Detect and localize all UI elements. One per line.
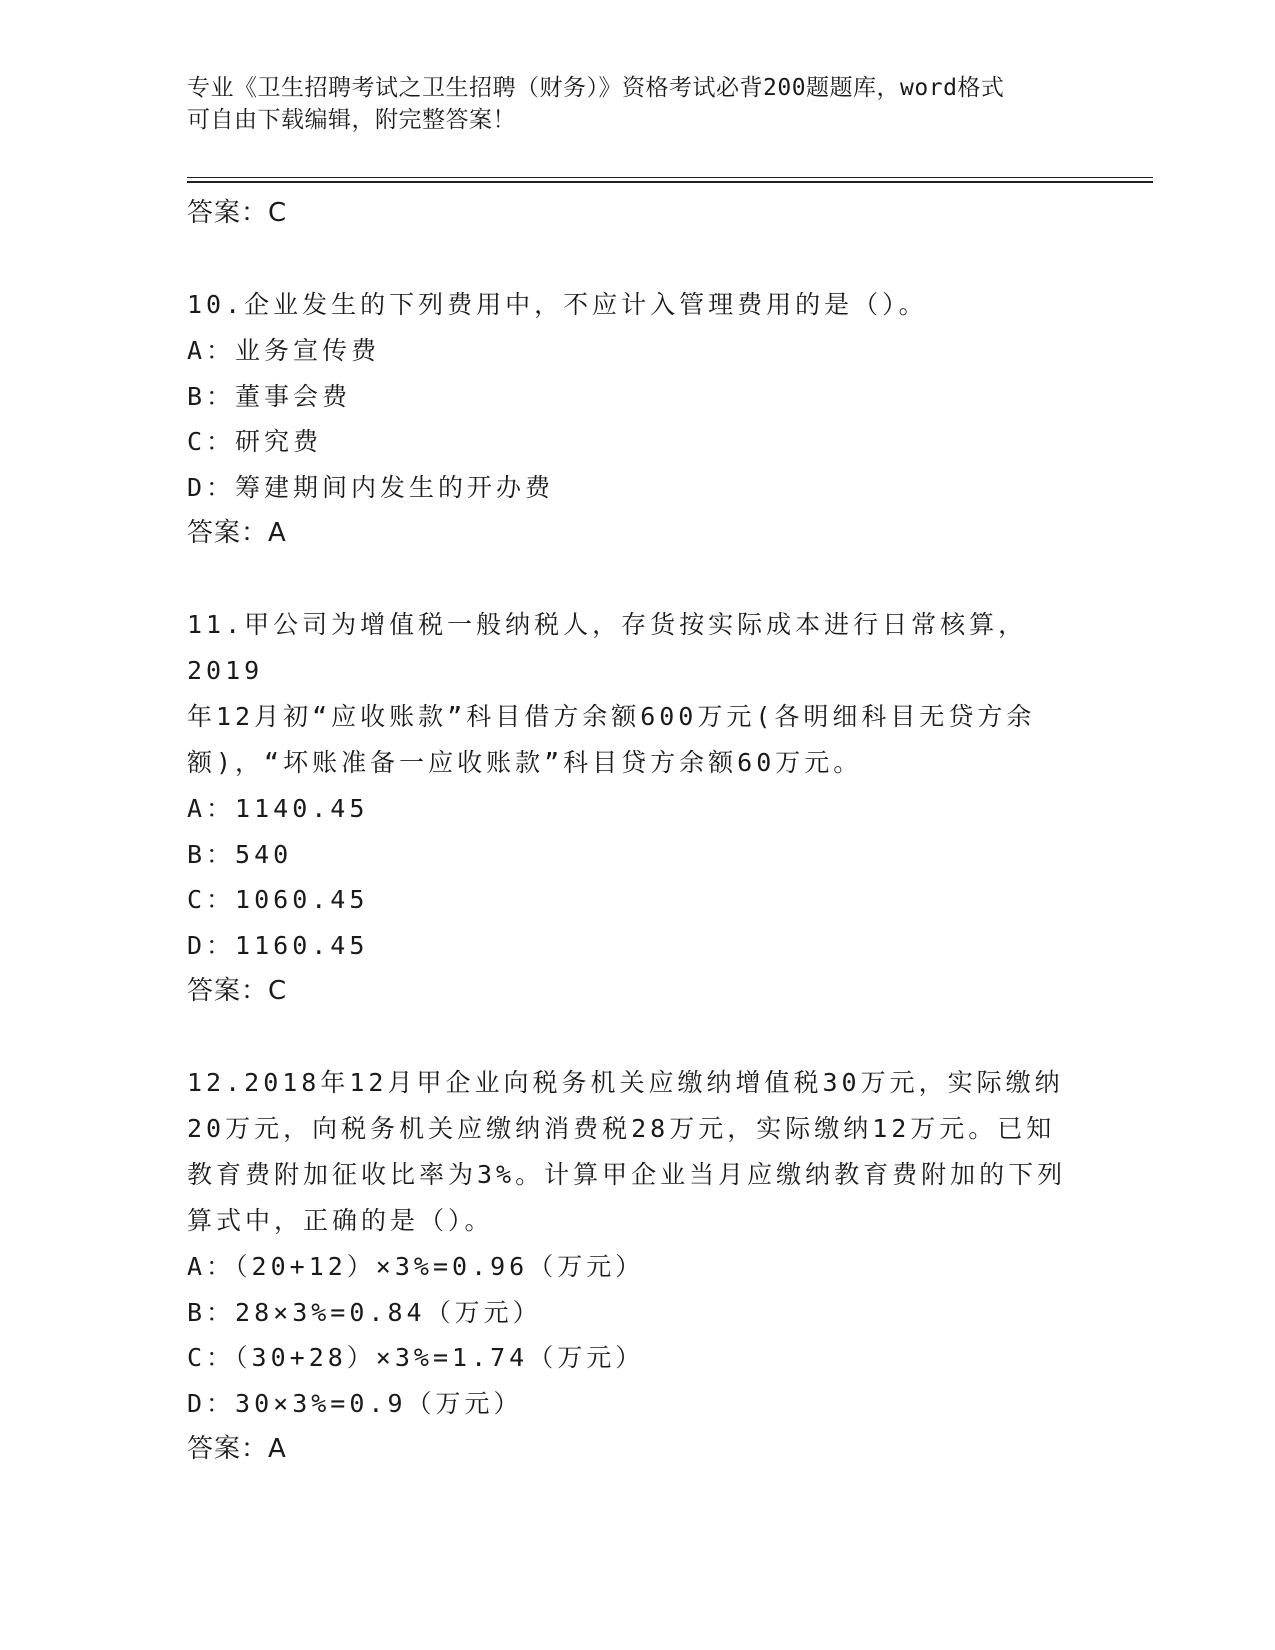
spacer — [187, 1014, 1087, 1060]
stem-line: 算式中，正确的是（）。 — [187, 1206, 494, 1235]
header-line-1: 专业《卫生招聘考试之卫生招聘（财务）》资格考试必背200题题库，word格式 — [187, 75, 1005, 101]
answer: 答案：C — [187, 976, 288, 1006]
option-c: C：1060.45 — [187, 885, 369, 914]
document-content — [187, 190, 1087, 1472]
stem-line: 10.企业发生的下列费用中，不应计入管理费用的是（）。 — [187, 290, 928, 319]
answer: 答案：A — [187, 518, 287, 548]
prev-answer: 答案：C — [187, 198, 288, 228]
option-d: D：30×3%=0.9（万元） — [187, 1388, 523, 1418]
header-rule-thin — [187, 177, 1153, 178]
stem-line: 11.甲公司为增值税一般纳税人，存货按实际成本进行日常核算，2019 — [187, 610, 1028, 685]
option-a: A：1140.45 — [187, 794, 369, 823]
option-c: C：（30+28）×3%=1.74（万元） — [187, 1343, 645, 1372]
option-d: D：筹建期间内发生的开办费 — [187, 472, 555, 502]
question-11 — [187, 602, 1087, 1014]
question-stem — [187, 602, 1087, 786]
header-line-2: 可自由下载编辑，附完整答案！ — [187, 107, 516, 133]
document-header — [187, 72, 1087, 136]
option-c: C：研究费 — [187, 427, 323, 456]
question-10 — [187, 282, 1087, 556]
stem-line: 额)，“坏账准备一应收账款”科目贷方余额60万元。 — [187, 748, 863, 777]
stem-line: 教育费附加征收比率为3%。计算甲企业当月应缴纳教育费附加的下列 — [187, 1160, 1067, 1189]
option-b: B：董事会费 — [187, 381, 352, 411]
question-stem — [187, 1060, 1087, 1244]
answer: 答案：A — [187, 1434, 287, 1464]
question-stem — [187, 282, 1087, 328]
option-d: D：1160.45 — [187, 930, 369, 960]
option-a: A：业务宣传费 — [187, 336, 381, 365]
spacer — [187, 236, 1087, 282]
stem-line: 年12月初“应收账款”科目借方余额600万元(各明细科目无贷方余 — [187, 702, 1036, 731]
spacer — [187, 556, 1087, 602]
option-a: A：（20+12）×3%=0.96（万元） — [187, 1252, 645, 1281]
option-b: B：540 — [187, 839, 293, 869]
stem-line: 20万元，向税务机关应缴纳消费税28万元，实际缴纳12万元。已知 — [187, 1114, 1056, 1143]
question-12 — [187, 1060, 1087, 1472]
option-b: B：28×3%=0.84（万元） — [187, 1297, 542, 1327]
header-rule-thick — [187, 181, 1153, 183]
stem-line: 12.2018年12月甲企业向税务机关应缴纳增值税30万元，实际缴纳 — [187, 1068, 1064, 1097]
